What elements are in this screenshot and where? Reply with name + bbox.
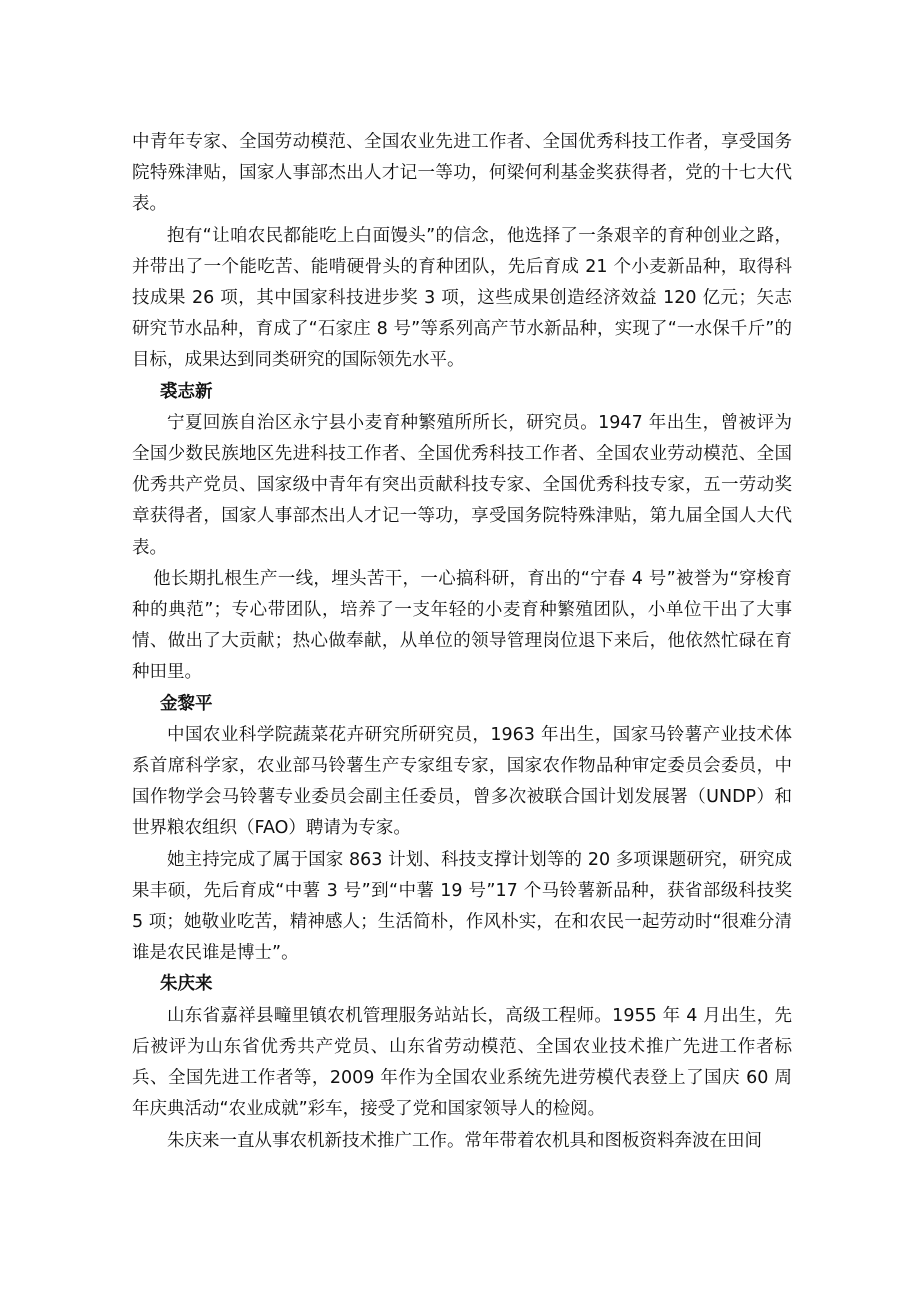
bio-paragraph-4: 他长期扎根生产一线，埋头苦干，一心搞科研，育出的“宁春 4 号”被誉为“穿梭育种的典范”；专心带团队，培养了一支年轻的小麦育种繁殖团队，小单位干出了大事情、做出了大贡献；热心做奉献，从单位的领导管理岗位退下来后，他依然忙碌在育种田里。 xyxy=(132,568,792,683)
person-name-zhu-qinglai: 朱庆来 xyxy=(160,974,213,995)
bio-paragraph-7: 山东省嘉祥县疃里镇农机管理服务站站长，高级工程师。1955 年 4 月出生，先后被评为山东省优秀共产党员、山东省劳动模范、全国农业技术推广先进工作者标兵、全国先进工作者等，2009 年作为全国农业系统先进劳模代表登上了国庆 60 周年庆典活动“农业成就”彩车，接受了党和国家领导人的检阅。 xyxy=(132,1005,792,1120)
person-name-qiu-zhixin: 裘志新 xyxy=(160,381,213,402)
bio-paragraph-8: 朱庆来一直从事农机新技术推广工作。常年带着农机具和图板资料奔波在田间 xyxy=(167,1130,762,1151)
bio-paragraph-3: 宁夏回族自治区永宁县小麦育种繁殖所所长，研究员。1947 年出生，曾被评为全国少数民族地区先进科技工作者、全国优秀科技工作者、全国农业劳动模范、全国优秀共产党员、国家级中青年有突出贡献科技专家、全国优秀科技专家，五一劳动奖章获得者，国家人事部杰出人才记一等功，享受国务院特殊津贴，第九届全国人大代表。 xyxy=(132,412,792,558)
person-name-jin-liping: 金黎平 xyxy=(160,693,213,714)
document-page xyxy=(132,127,792,1157)
bio-paragraph-1: 中青年专家、全国劳动模范、全国农业先进工作者、全国优秀科技工作者，享受国务院特殊津贴，国家人事部杰出人才记一等功，何梁何利基金奖获得者，党的十七大代表。 xyxy=(132,132,792,215)
bio-paragraph-2: 抱有“让咱农民都能吃上白面馒头”的信念，他选择了一条艰辛的育种创业之路，并带出了一个能吃苦、能啃硬骨头的育种团队，先后育成 21 个小麦新品种，取得科技成果 26 项，其中国家科技进步奖 3 项，这些成果创造经济效益 120 亿元；矢志研究节水品种，育成了“石家庄 8 号”等系列高产节水新品种，实现了“一水保千斤”的目标，成果达到同类研究的国际领先水平。 xyxy=(132,225,792,371)
bio-paragraph-6: 她主持完成了属于国家 863 计划、科技支撑计划等的 20 多项课题研究，研究成果丰硕，先后育成“中薯 3 号”到“中薯 19 号”17 个马铃薯新品种，获省部级科技奖 5 项；她敬业吃苦，精神感人；生活简朴，作风朴实，在和农民一起劳动时“很难分清谁是农民谁是博士”。 xyxy=(132,849,792,964)
bio-paragraph-5: 中国农业科学院蔬菜花卉研究所研究员，1963 年出生，国家马铃薯产业技术体系首席科学家，农业部马铃薯生产专家组专家，国家农作物品种审定委员会委员，中国作物学会马铃薯专业委员会副主任委员，曾多次被联合国计划发展署（UNDP）和世界粮农组织（FAO）聘请为专家。 xyxy=(132,724,792,839)
